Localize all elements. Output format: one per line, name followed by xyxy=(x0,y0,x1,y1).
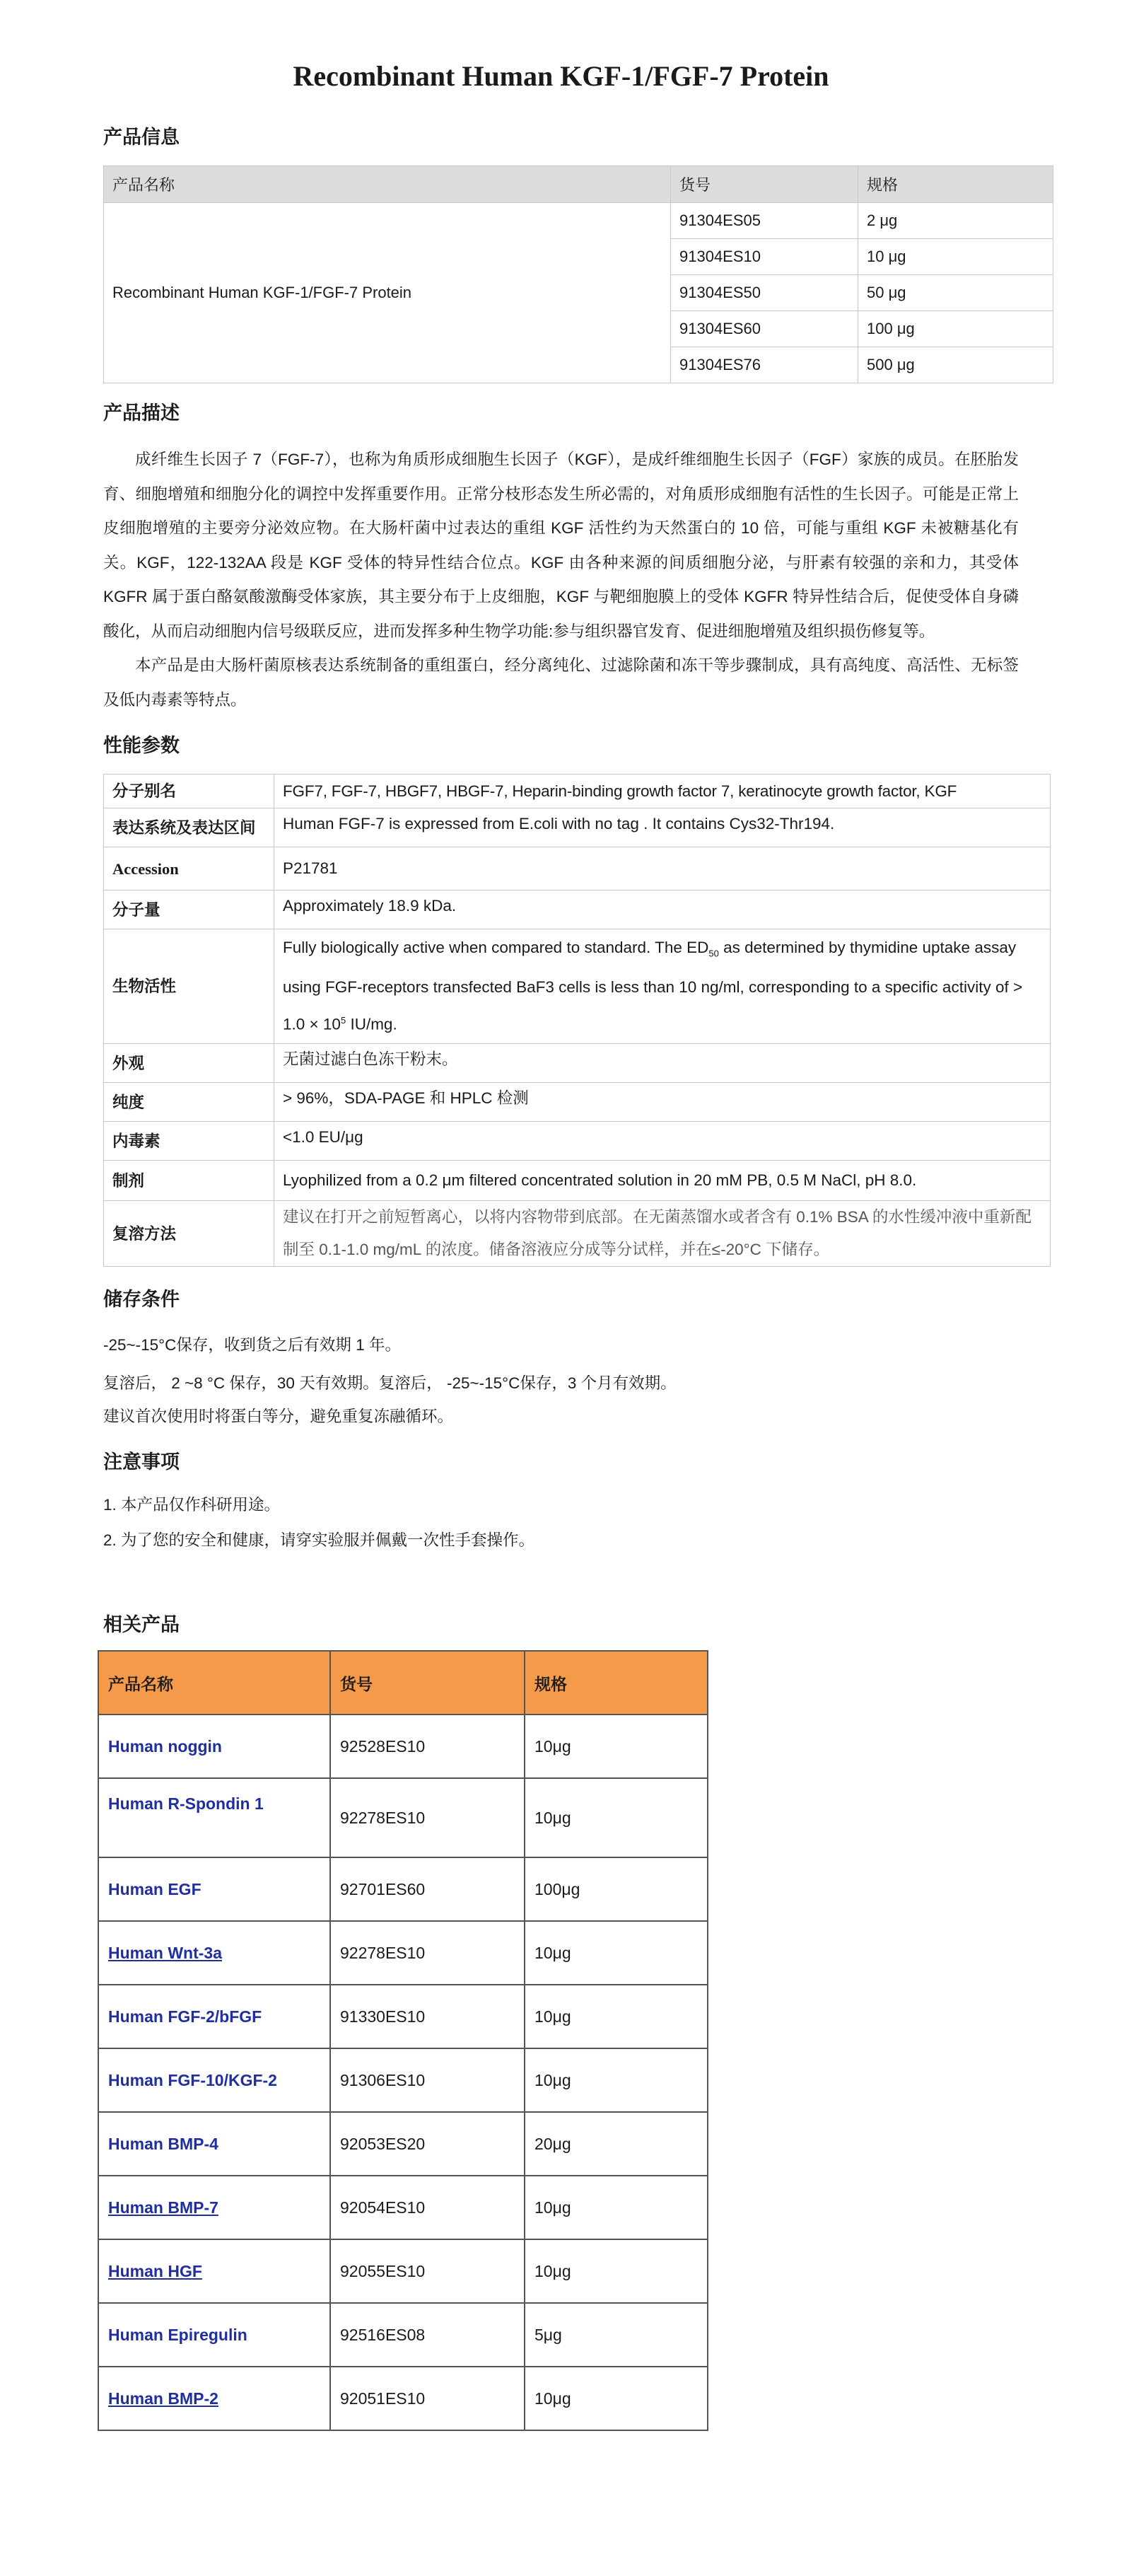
related-product-link[interactable]: Human FGF-2/bFGF xyxy=(98,1985,330,2048)
related-heading: 相关产品 xyxy=(103,1614,180,1635)
catalog-number: 92054ES10 xyxy=(330,2176,525,2239)
table-row xyxy=(104,808,1051,847)
param-value: P21781 xyxy=(274,847,1051,890)
size-value: 100μg xyxy=(525,1857,708,1921)
product-info-table xyxy=(103,166,1053,383)
size-value: 10μg xyxy=(525,1778,708,1857)
table-header-row xyxy=(98,1651,708,1715)
params-table xyxy=(103,774,1051,1267)
related-product-link[interactable] xyxy=(98,2176,330,2239)
storage-line: 建议首次使用时将蛋白等分，避免重复冻融循环。 xyxy=(103,1408,454,1425)
size-value: 10μg xyxy=(525,2176,708,2239)
catalog-number: 91304ES76 xyxy=(671,347,858,383)
param-value xyxy=(274,929,1051,1044)
header-size: 规格 xyxy=(525,1651,708,1715)
related-product-link-text[interactable]: Human HGF xyxy=(108,2261,202,2280)
related-product-link-text[interactable]: Human BMP-7 xyxy=(108,2198,218,2217)
table-row xyxy=(104,1201,1051,1267)
related-product-link[interactable]: Human noggin xyxy=(98,1715,330,1778)
table-row xyxy=(98,2303,708,2367)
description-paragraph: 本产品是由大肠杆菌原核表达系统制备的重组蛋白，经分离纯化、过滤除菌和冻干等步骤制成，具有高纯度、高活性、无标签及低内毒素等特点。 xyxy=(103,656,1019,709)
table-row xyxy=(104,1083,1051,1122)
notes-body xyxy=(103,1487,1019,1558)
bio-activity-subscript: 50 xyxy=(708,948,719,959)
param-label: 生物活性 xyxy=(104,929,274,1044)
bio-activity-text: IU/mg. xyxy=(346,1015,397,1033)
size-value: 100 μg xyxy=(858,311,1053,347)
param-value: FGF7, FGF-7, HBGF7, HBGF-7, Heparin-binding growth factor 7, keratinocyte growth factor, KGF xyxy=(274,774,1051,808)
param-value: Lyophilized from a 0.2 μm filtered concentrated solution in 20 mM PB, 0.5 M NaCl, pH 8.0. xyxy=(274,1161,1051,1201)
related-product-link[interactable]: Human BMP-4 xyxy=(98,2112,330,2176)
table-row xyxy=(104,847,1051,890)
catalog-number: 91304ES05 xyxy=(671,203,858,239)
size-value: 10μg xyxy=(525,1715,708,1778)
params-heading: 性能参数 xyxy=(103,735,180,756)
table-row xyxy=(98,1715,708,1778)
header-catalog-number: 货号 xyxy=(330,1651,525,1715)
param-label: 纯度 xyxy=(104,1083,274,1122)
description-paragraph: 成纤维生长因子 7（FGF-7），也称为角质形成细胞生长因子（KGF），是成纤维细胞生长因子（FGF）家族的成员。在胚胎发育、细胞增殖和细胞分化的调控中发挥重要作用。正常分枝形态发生所必需的，对角质形成细胞有活性的生长因子。可能是正常上皮细胞增殖的主要旁分泌效应物。在大肠杆菌中过表达的重组 KGF 活性约为天然蛋白的 10 倍，可能与重组 KGF 未被糖基化有关。KGF，122-132AA 段是 KGF 受体的特异性结合位点。KGF 由各种来源的间质细胞分泌，与肝素有较强的亲和力，其受体 KGFR 属于蛋白酪氨酸激酶受体家族，其主要分布于上皮细胞，KGF 与靶细胞膜上的受体 KGFR 特异性结合后，促使受体自身磷酸化，从而启动细胞内信号级联反应，进而发挥多种生物学功能:参与组织器官发育、促进细胞增殖及组织损伤修复等。 xyxy=(103,451,1019,640)
param-value: 无菌过滤白色冻干粉末。 xyxy=(274,1044,1051,1083)
description-heading: 产品描述 xyxy=(103,402,180,424)
related-product-link-text[interactable]: Human Wnt-3a xyxy=(108,1943,222,1962)
param-value: Human FGF-7 is expressed from E.coli with no tag . It contains Cys32-Thr194. xyxy=(274,808,1051,847)
catalog-number: 92528ES10 xyxy=(330,1715,525,1778)
param-value: 建议在打开之前短暂离心，以将内容物带到底部。在无菌蒸馏水或者含有 0.1% BSA 的水性缓冲液中重新配制至 0.1-1.0 mg/mL 的浓度。储备溶液应分成等分试样，并在≤-20°C 下储存。 xyxy=(274,1201,1051,1267)
table-row xyxy=(104,203,1053,239)
param-label: 外观 xyxy=(104,1044,274,1083)
table-row xyxy=(104,1161,1051,1201)
catalog-number: 92055ES10 xyxy=(330,2239,525,2303)
size-value: 5μg xyxy=(525,2303,708,2367)
table-row xyxy=(98,2367,708,2430)
bio-activity-text: as determined by thymidine uptake assay using FGF-receptors transfected BaF3 cells is less than 10 ng/ml, corresponding to a specific activity of > 1.0 × 10 xyxy=(283,939,1023,1033)
page-title: Recombinant Human KGF-1/FGF-7 Protein xyxy=(293,60,829,92)
table-row xyxy=(98,1921,708,1985)
related-product-link[interactable] xyxy=(98,1921,330,1985)
related-products-table xyxy=(98,1650,708,2431)
catalog-number: 92516ES08 xyxy=(330,2303,525,2367)
bio-activity-superscript: 5 xyxy=(340,1014,346,1026)
catalog-number: 92053ES20 xyxy=(330,2112,525,2176)
param-value: > 96%，SDA-PAGE 和 HPLC 检测 xyxy=(274,1083,1051,1122)
catalog-number: 92278ES10 xyxy=(330,1921,525,1985)
related-product-link[interactable]: Human R-Spondin 1 xyxy=(98,1778,330,1857)
table-row xyxy=(104,890,1051,929)
table-row xyxy=(98,2239,708,2303)
storage-body xyxy=(103,1328,1019,1432)
catalog-number: 91304ES60 xyxy=(671,311,858,347)
related-product-link[interactable] xyxy=(98,2239,330,2303)
size-value: 10μg xyxy=(525,2367,708,2430)
header-catalog-number: 货号 xyxy=(671,166,858,203)
size-value: 10μg xyxy=(525,2048,708,2112)
table-row xyxy=(104,929,1051,1044)
catalog-number: 91304ES50 xyxy=(671,275,858,311)
param-value: Approximately 18.9 kDa. xyxy=(274,890,1051,929)
param-label: 分子量 xyxy=(104,890,274,929)
size-value: 2 μg xyxy=(858,203,1053,239)
header-product-name: 产品名称 xyxy=(104,166,671,203)
param-value: <1.0 EU/μg xyxy=(274,1122,1051,1161)
table-row xyxy=(98,1857,708,1921)
catalog-number: 91306ES10 xyxy=(330,2048,525,2112)
product-info-heading: 产品信息 xyxy=(103,127,180,148)
catalog-number: 91304ES10 xyxy=(671,239,858,275)
param-label: Accession xyxy=(104,847,274,890)
table-row xyxy=(104,774,1051,808)
table-row xyxy=(98,2048,708,2112)
size-value: 10μg xyxy=(525,2239,708,2303)
table-row xyxy=(98,1985,708,2048)
table-row xyxy=(98,1778,708,1857)
param-label: 分子别名 xyxy=(104,774,274,808)
header-size: 规格 xyxy=(858,166,1053,203)
size-value: 10 μg xyxy=(858,239,1053,275)
size-value: 50 μg xyxy=(858,275,1053,311)
storage-line: -25~-15°C保存，收到货之后有效期 1 年。 xyxy=(103,1336,401,1354)
param-label: 制剂 xyxy=(104,1161,274,1201)
catalog-number: 92278ES10 xyxy=(330,1778,525,1857)
param-label: 复溶方法 xyxy=(104,1201,274,1267)
related-product-link[interactable]: Human EGF xyxy=(98,1857,330,1921)
catalog-number: 92051ES10 xyxy=(330,2367,525,2430)
related-product-link[interactable]: Human Epiregulin xyxy=(98,2303,330,2367)
table-row xyxy=(98,2112,708,2176)
size-value: 10μg xyxy=(525,1921,708,1985)
note-line: 2. 为了您的安全和健康，请穿实验服并佩戴一次性手套操作。 xyxy=(103,1531,535,1549)
notes-heading: 注意事项 xyxy=(103,1451,180,1473)
size-value: 500 μg xyxy=(858,347,1053,383)
related-product-link-text[interactable]: Human BMP-2 xyxy=(108,2389,218,2408)
param-label: 内毒素 xyxy=(104,1122,274,1161)
size-value: 20μg xyxy=(525,2112,708,2176)
catalog-number: 91330ES10 xyxy=(330,1985,525,2048)
table-header-row xyxy=(104,166,1053,203)
table-row xyxy=(104,1122,1051,1161)
header-product-name: 产品名称 xyxy=(98,1651,330,1715)
param-label: 表达系统及表达区间 xyxy=(104,808,274,847)
note-line: 1. 本产品仅作科研用途。 xyxy=(103,1496,281,1514)
product-name-cell: Recombinant Human KGF-1/FGF-7 Protein xyxy=(104,203,671,383)
catalog-number: 92701ES60 xyxy=(330,1857,525,1921)
table-row xyxy=(98,2176,708,2239)
storage-line: 复溶后， 2 ~8 °C 保存，30 天有效期。复溶后， -25~-15°C保存，3 个月有效期。 xyxy=(103,1374,677,1392)
description-body xyxy=(103,443,1019,717)
related-product-link[interactable]: Human FGF-10/KGF-2 xyxy=(98,2048,330,2112)
table-row xyxy=(104,1044,1051,1083)
related-product-link[interactable] xyxy=(98,2367,330,2430)
size-value: 10μg xyxy=(525,1985,708,2048)
bio-activity-text: Fully biologically active when compared to standard. The ED xyxy=(283,939,709,956)
storage-heading: 储存条件 xyxy=(103,1289,180,1310)
